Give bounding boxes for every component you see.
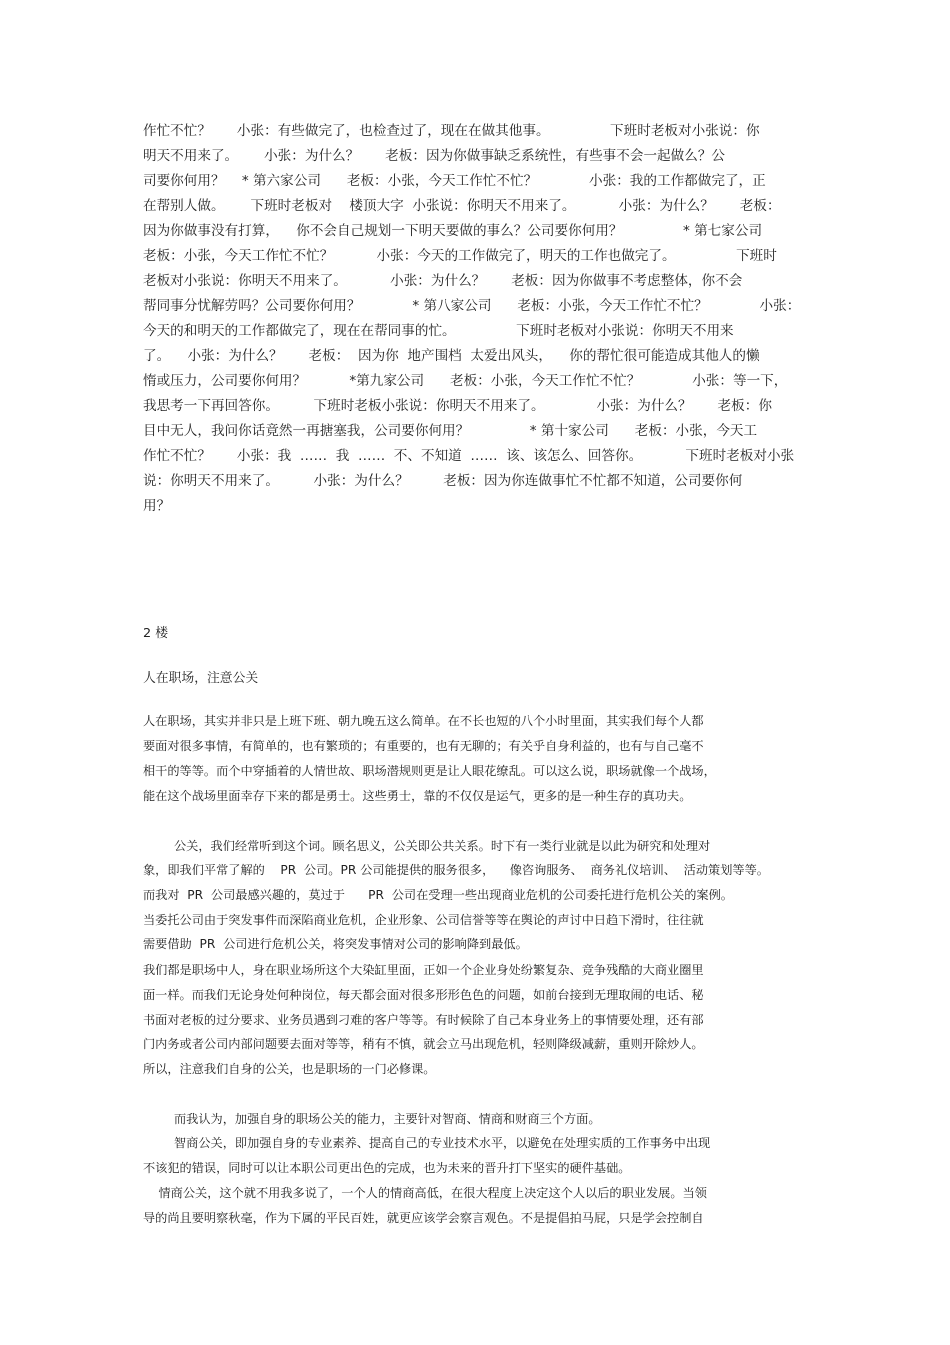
paragraph-line: 人在职场，其实并非只是上班下班、朝九晚五这么简单。在不长也短的八个小时里面，其实我们每个人都 <box>143 714 704 728</box>
paragraph-line: 能在这个战场里面幸存下来的都是勇士。这些勇士，靠的不仅仅是运气，更多的是一种生存的真功夫。 <box>143 789 692 803</box>
paragraph-line: 导的尚且要明察秋毫，作为下属的平民百姓，就更应该学会察言观色。不是提倡拍马屁，只是学会控制自 <box>143 1211 704 1225</box>
paragraph-line: 门内务或者公司内部问题要去面对等等，稍有不慎，就会立马出现危机，轻则降级减薪，重则开除炒人。 <box>143 1037 704 1051</box>
story-line: 目中无人，我问你话竟然一再搪塞我，公司要你何用？ * 第十家公司 老板：小张，今天工 <box>143 423 758 439</box>
article-title: 人在职场，注意公关 <box>143 671 259 686</box>
paragraph-line: 当委托公司由于突发事件而深陷商业危机，企业形象、公司信誉等等在舆论的声讨中日趋下滑时，往往就 <box>143 913 704 927</box>
story-line: 了。 小张：为什么？ 老板： 因为你 地产围档 太爱出风头， 你的帮忙很可能造成其他人的懒 <box>143 348 760 364</box>
story-line: 说：你明天不用来了。 小张：为什么？ 老板：因为你连做事忙不忙都不知道，公司要你何 <box>143 473 743 489</box>
floor-label: 2 楼 <box>143 626 169 641</box>
story-line: 今天的和明天的工作都做完了，现在在帮同事的忙。 下班时老板对小张说：你明天不用来 <box>143 323 734 339</box>
story-line: 帮同事分忧解劳吗？公司要你何用？ * 第八家公司 老板：小张，今天工作忙不忙？ 小张： <box>143 298 801 314</box>
paragraph-line: 我们都是职场中人，身在职业场所这个大染缸里面，正如一个企业身处纷繁复杂、竞争残酷的大商业圈里 <box>143 963 704 977</box>
paragraph-line: 书面对老板的过分要求、业务员遇到刁难的客户等等。有时候除了自己本身业务上的事情要处理，还有部 <box>143 1013 704 1027</box>
paragraph-line: 要面对很多事情，有简单的，也有繁琐的；有重要的，也有无聊的；有关乎自身利益的，也有与自己毫不 <box>143 739 704 753</box>
paragraph-line: 情商公关，这个就不用我多说了，一个人的情商高低，在很大程度上决定这个人以后的职业发展。当领 <box>143 1186 707 1200</box>
story-line: 作忙不忙？ 小张：我 …… 我 …… 不、不知道 …… 该、该怎么、回答你。 下班时老板对小张 <box>143 448 795 464</box>
story-line: 因为你做事没有打算， 你不会自己规划一下明天要做的事么？公司要你何用？ * 第七家公司 <box>143 223 763 239</box>
story-line: 在帮别人做。 下班时老板对 楼顶大字 小张说：你明天不用来了。 小张：为什么？ 老板： <box>143 198 781 214</box>
paragraph-line: 需要借助 PR 公司进行危机公关，将突发事情对公司的影响降到最低。 <box>143 937 528 951</box>
paragraph-line: 所以，注意我们自身的公关，也是职场的一门必修课。 <box>143 1062 436 1076</box>
paragraph-line: 智商公关，即加强自身的专业素养、提高自己的专业技术水平，以避免在处理实质的工作事务中出现 <box>143 1136 711 1150</box>
story-line: 用？ <box>143 498 171 514</box>
paragraph-line: 不该犯的错误，同时可以让本职公司更出色的完成，也为未来的晋升打下坚实的硬件基础。 <box>143 1161 631 1175</box>
paragraph-line: 面一样。而我们无论身处何种岗位，每天都会面对很多形形色色的问题，如前台接到无理取闹的电话、秘 <box>143 988 704 1002</box>
story-line: 我思考一下再回答你。 下班时老板小张说：你明天不用来了。 小张：为什么？ 老板：你 <box>143 398 772 414</box>
paragraph-line: 而我认为，加强自身的职场公关的能力，主要针对智商、情商和财商三个方面。 <box>143 1112 601 1126</box>
story-line: 司要你何用？ * 第六家公司 老板：小张，今天工作忙不忙？ 小张：我的工作都做完了，正 <box>143 173 766 189</box>
story-line: 惰或压力，公司要你何用？ *第九家公司 老板：小张，今天工作忙不忙？ 小张：等一下， <box>143 373 788 389</box>
paragraph-line: 而我对 PR 公司最感兴趣的，莫过于 PR 公司在受理一些出现商业危机的公司委托进行危机公关的案例。 <box>143 888 733 902</box>
paragraph-line: 象，即我们平常了解的 PR 公司。PR 公司能提供的服务很多， 像咨询服务、 商务礼仪培训、 活动策划等等。 <box>143 863 769 877</box>
story-line: 老板：小张，今天工作忙不忙？ 小张：今天的工作做完了，明天的工作也做完了。 下班时 <box>143 248 777 264</box>
paragraph-line: 公关，我们经常听到这个词。顾名思义，公关即公共关系。时下有一类行业就是以此为研究和处理对 <box>143 839 711 853</box>
story-line: 明天不用来了。 小张：为什么？ 老板：因为你做事缺乏系统性，有些事不会一起做么？公 <box>143 148 726 164</box>
paragraph-line: 相干的等等。而个中穿插着的人情世故、职场潜规则更是让人眼花缭乱。可以这么说，职场就像一个战场， <box>143 764 716 778</box>
story-line: 老板对小张说：你明天不用来了。 小张：为什么？ 老板：因为你做事不考虑整体，你不会 <box>143 273 743 289</box>
story-line: 作忙不忙？ 小张：有些做完了，也检查过了，现在在做其他事。 下班时老板对小张说：你 <box>143 123 760 139</box>
